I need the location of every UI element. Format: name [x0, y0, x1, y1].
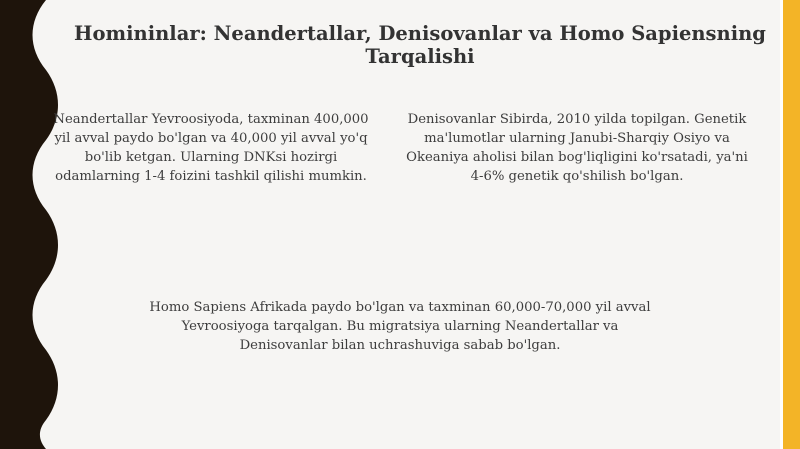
wavy-border-shape — [0, 0, 58, 449]
paragraph-neandertallar: Neandertallar Yevroosiyoda, taxminan 400,000 yil avval paydo bo'lgan va 40,000 yil avval yo'q bo'lib ketgan. Ularning DNKsi hozirgi odamlarning 1-4 foizini tashkil qilishi mumkin. — [53, 112, 369, 184]
paragraph-homo-sapiens: Homo Sapiens Afrikada paydo bo'lgan va taxminan 60,000-70,000 yil avval Yevroosiyoga tarqalgan. Bu migratsiya ularning Neandertallar va Denisovanlar bilan uchrashuviga sabab bo'lgan. — [149, 300, 651, 353]
paragraph-denisovanlar: Denisovanlar Sibirda, 2010 yilda topilgan. Genetik ma'lumotlar ularning Janubi-Sharqiy Osiyo va Okeaniya aholisi bilan bog'liqligini ko'rsatadi, ya'ni 4-6% genetik qo'shilish bo'lgan. — [406, 112, 748, 184]
accent-stripe — [783, 0, 800, 449]
slide-title: Homininlar: Neandertallar, Denisovanlar va Homo Sapiensning Tarqalishi — [74, 22, 766, 68]
